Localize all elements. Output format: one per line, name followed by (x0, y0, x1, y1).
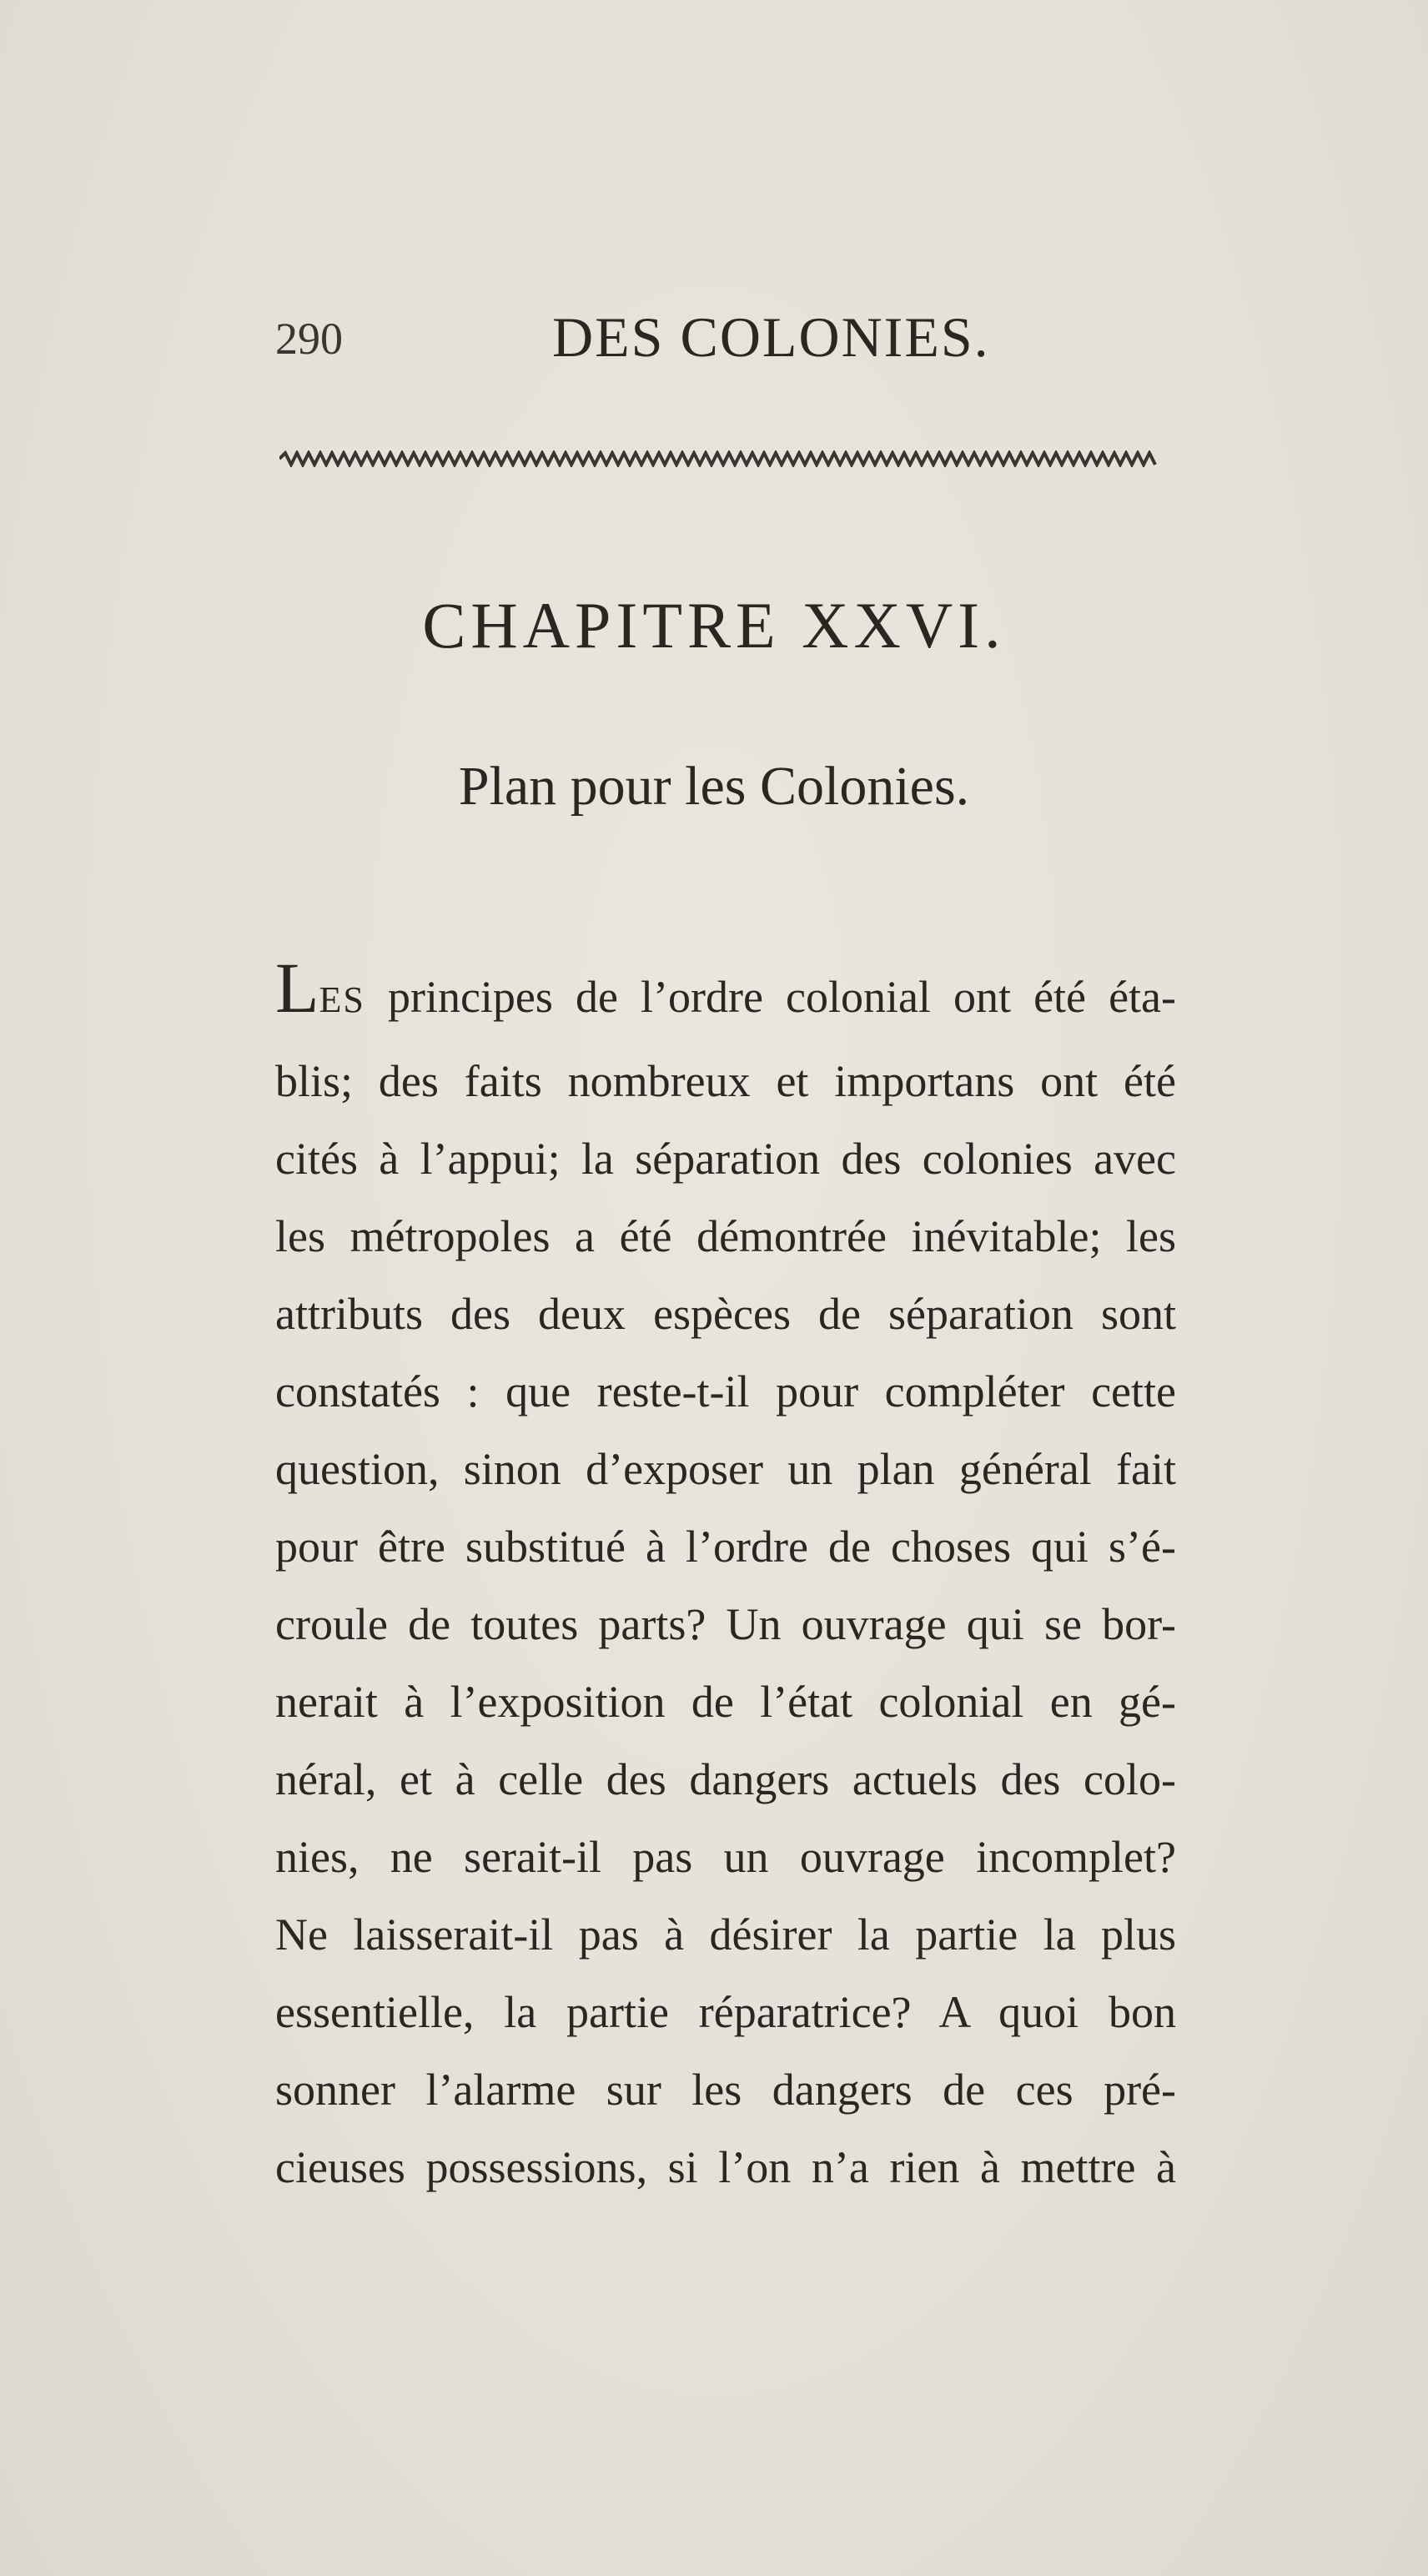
text-line: nies, ne serait-il pas un ouvrage incomplet? (275, 1832, 1176, 1882)
text-line: attributs des deux espèces de séparation sont (275, 1289, 1176, 1339)
text-line: essentielle, la partie réparatrice? A quoi bon (275, 1987, 1176, 2037)
text-line: les métropoles a été démontrée inévitable; les (275, 1211, 1176, 1261)
text-line: cités à l’appui; la séparation des colonies avec (275, 1134, 1176, 1184)
body-text (275, 948, 1176, 2206)
text-line: cieuses possessions, si l’on n’a rien à mettre à (275, 2142, 1176, 2192)
drop-cap: L (275, 948, 319, 1028)
text-line: croule de toutes parts? Un ouvrage qui se bor- (275, 1599, 1176, 1649)
running-head (275, 304, 1193, 380)
page-number: 290 (275, 314, 343, 364)
running-title: DES COLONIES. (552, 305, 990, 369)
text-line: question, sinon d’exposer un plan général fait (275, 1444, 1176, 1494)
chapter-title: CHAPITRE XXVI. (422, 589, 1006, 662)
chapter-subtitle: Plan pour les Colonies. (458, 756, 970, 817)
text-line: pour être substitué à l’ordre de choses qui s’é- (275, 1522, 1176, 1572)
text-line: blis; des faits nombreux et importans ont été (275, 1056, 1176, 1106)
text-line-first (275, 948, 1176, 1043)
text-line: constatés : que reste-t-il pour compléter cette (275, 1366, 1176, 1416)
text-line: nerait à l’exposition de l’état colonial en gé- (275, 1677, 1176, 1727)
text-line: sonner l’alarme sur les dangers de ces pré- (275, 2065, 1176, 2115)
first-word-smallcaps: ES (319, 979, 365, 1020)
first-line-text: principes de l’ordre colonial ont été éta- (365, 972, 1176, 1022)
text-line: Ne laisserait-il pas à désirer la partie la plus (275, 1909, 1176, 1960)
text-line: néral, et à celle des dangers actuels des colo- (275, 1754, 1176, 1804)
ornamental-rule (279, 450, 1159, 467)
